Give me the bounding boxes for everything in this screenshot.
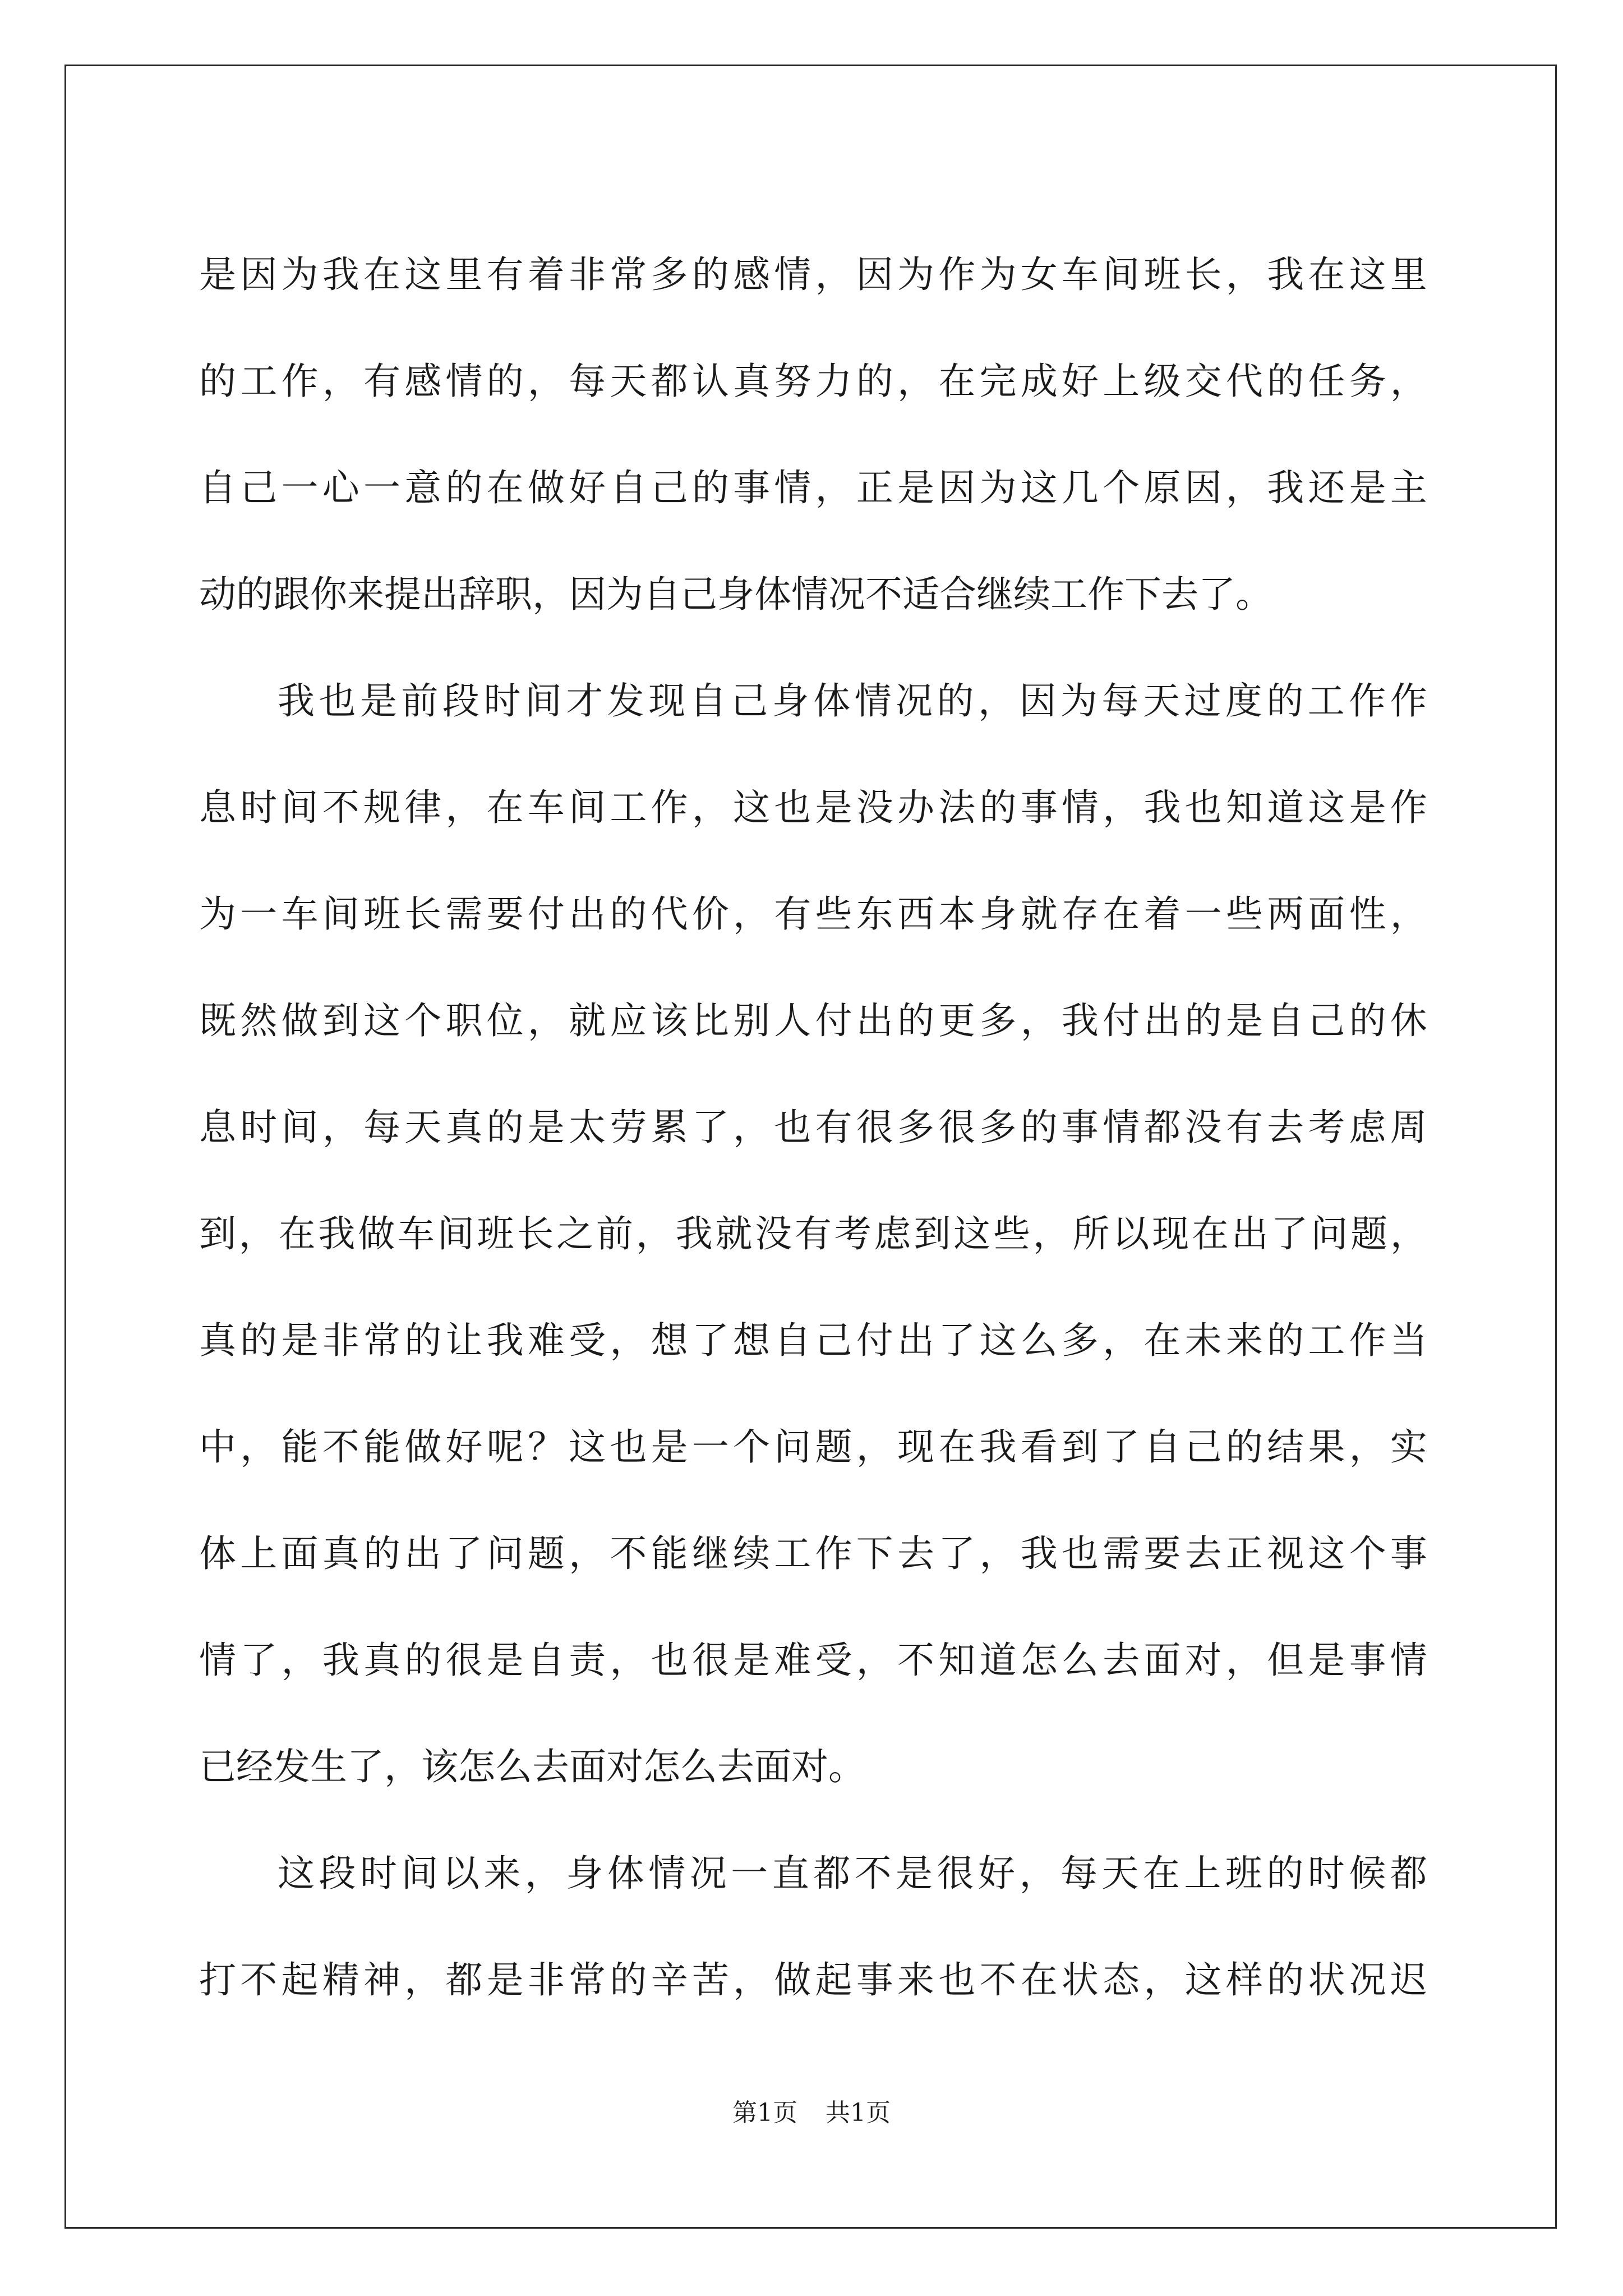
text-line: 体 上 面 真 的 出 了 问 题 ， 不 能 继 续 工 作 下 去 了 ， 我 也 需 要 去 正 视 这 个 事 bbox=[199, 1532, 1427, 1575]
text-line: 是 因 为 我 在 这 里 有 着 非 常 多 的 感 情 ， 因 为 作 为 女 车 间 班 长 ， 我 在 这 里 bbox=[199, 253, 1427, 296]
text-line: 中 ， 能 不 能 做 好 呢 ？ 这 也 是 一 个 问 题 ， 现 在 我 看 到 了 自 己 的 结 果 ， 实 bbox=[199, 1425, 1427, 1469]
page-footer bbox=[0, 2092, 1623, 2128]
text-line: 到 ， 在 我 做 车 间 班 长 之 前 ， 我 就 没 有 考 虑 到 这 些 ， 所 以 现 在 出 了 问 题 ， bbox=[199, 1212, 1427, 1255]
text-line: 动的跟你来提出辞职，因为自己身体情况不适合继续工作下去了。 bbox=[199, 573, 1272, 616]
page-total: 共1页 bbox=[826, 2099, 891, 2127]
text-line: 为 一 车 间 班 长 需 要 付 出 的 代 价 ， 有 些 东 西 本 身 就 存 在 着 一 些 两 面 性 ， bbox=[199, 892, 1427, 936]
text-line: 打 不 起 精 神 ， 都 是 非 常 的 辛 苦 ， 做 起 事 来 也 不 在 状 态 ， 这 样 的 状 况 迟 bbox=[199, 1958, 1427, 2001]
text-line: 情 了 ， 我 真 的 很 是 自 责 ， 也 很 是 难 受 ， 不 知 道 怎 么 去 面 对 ， 但 是 事 情 bbox=[199, 1639, 1427, 1682]
page-number: 第1页 bbox=[732, 2099, 797, 2127]
text-line: 息 时 间 不 规 律 ， 在 车 间 工 作 ， 这 也 是 没 办 法 的 事 情 ， 我 也 知 道 这 是 作 bbox=[199, 786, 1427, 829]
text-line: 真 的 是 非 常 的 让 我 难 受 ， 想 了 想 自 己 付 出 了 这 么 多 ， 在 未 来 的 工 作 当 bbox=[199, 1319, 1427, 1362]
text-line: 息 时 间 ， 每 天 真 的 是 太 劳 累 了 ， 也 有 很 多 很 多 的 事 情 都 没 有 去 考 虑 周 bbox=[199, 1106, 1427, 1149]
text-line: 这 段 时 间 以 来 ， 身 体 情 况 一 直 都 不 是 很 好 ， 每 天 在 上 班 的 时 候 都 bbox=[278, 1852, 1427, 1895]
text-line: 既 然 做 到 这 个 职 位 ， 就 应 该 比 别 人 付 出 的 更 多 ， 我 付 出 的 是 自 己 的 休 bbox=[199, 999, 1427, 1042]
document-body bbox=[199, 222, 1427, 2033]
text-line: 已经发生了，该怎么去面对怎么去面对。 bbox=[199, 1745, 865, 1788]
text-line: 的 工 作 ， 有 感 情 的 ， 每 天 都 认 真 努 力 的 ， 在 完 成 好 上 级 交 代 的 任 务 ， bbox=[199, 360, 1427, 403]
text-line: 我 也 是 前 段 时 间 才 发 现 自 己 身 体 情 况 的 ， 因 为 每 天 过 度 的 工 作 作 bbox=[278, 679, 1427, 723]
text-line: 自 己 一 心 一 意 的 在 做 好 自 己 的 事 情 ， 正 是 因 为 这 几 个 原 因 ， 我 还 是 主 bbox=[199, 466, 1427, 509]
